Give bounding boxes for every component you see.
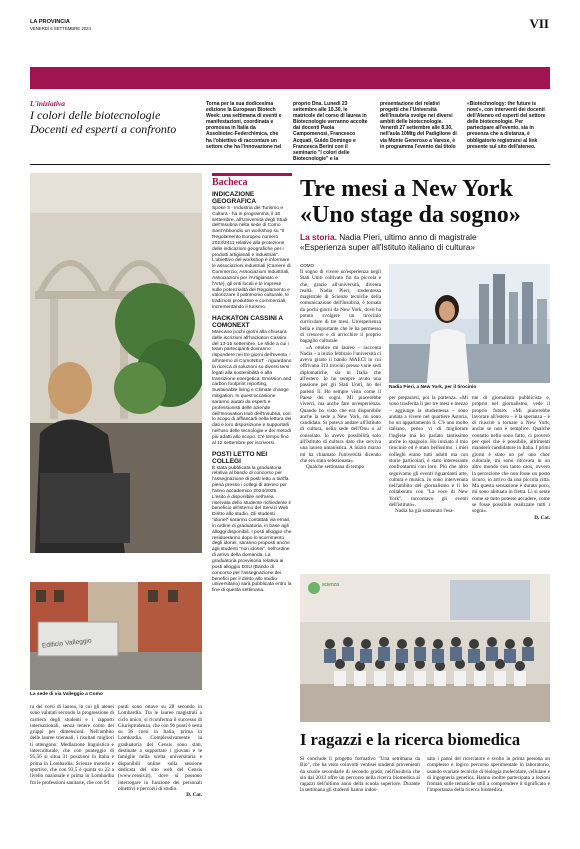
student-photo-caption: Nadia Pieri, a New York, per il tirocinio xyxy=(389,385,477,390)
ny-dateline: COMO xyxy=(300,263,314,268)
bacheca-item xyxy=(212,191,292,311)
bacheca-item-heading: HACKATON CASSINI A COMONEXT xyxy=(212,315,283,330)
student-photo-illustration xyxy=(389,264,550,383)
campus-photo-illustration xyxy=(30,173,202,553)
bacheca-list xyxy=(212,191,292,821)
bacheca-item-text: Mancano pochi giorni alla chiusura delle iscrizioni all'hackaton Cassini del 13-15 settembre. Le sfide a cui i team partecipanti dovranno rispondere nei tre giorni dell'evento - all'interno di ComoNExT - riguardano la ricerca di soluzioni su diversi temi legati alla sostenibilità e alla transizione energetica: Emission and carbon footprint reporting, Sustainable living e Climate change mitigation. In quest'occasione saranno aiutati da esperti e professionisti delle aziende dell'Innovation Hub dell'Insubria, con lo scopo di affiancarli nella lettura dei dati e loro disposizione e supportarli nell'uso delle tecnologie e dei metodi più adatti allo scopo. C'è tempo fino al 12 settembre per iscriversi. xyxy=(212,329,292,446)
bacheca-item xyxy=(212,451,292,594)
ny-col2-para1: per prepararsi, poi la partenza. «Mi sono trasferita lì per tre mesi e mezzo – aggiunge la studentessa – sono andata a vivere nel quartiere Astoria, ho un appartamento lì. C'è uno molto italiano, penso vi di migliorare l'inglese ma ho parlato tantissimo anche lo spagnolo. Ho iniziato il mio tirocinio ed è stato bellissimo: i miei colleghi erano tutti adulti ma con storie particolari, è stato interessante confrontarmi con loro. Più che altro seguivamo gli eventi riguardanti arte, cultura e musica. Io sono intervenuta nell'ambito del giornalismo e lì ho collaborato con "La voce di New York", raccontavo gli eventi dell'istituto». xyxy=(389,395,468,509)
bio-col1 xyxy=(300,756,420,821)
divider xyxy=(30,164,550,165)
left-article-signature: D. Cat. xyxy=(186,792,202,799)
ny-col1-para2: «A ottobre mi laureo – racconta Nadia – a inizio febbraio l'università ci aveva girato il bando MAECI in cui offrivano 313 tirocini presso varie sedi diplomatiche, sia in Italia che all'estero. Io ho sempre avuto una passione per gli Stati Uniti, ho dei parenti lì. Ho sempre visto come il Paese dei sogni. Mi piacerebbe viverci, ma anche fare un'esperienza. Quando ho visto che era disponibile anche la sede a New York, mi sono candidata. Si poteva andare all'Istituto di cultura, nella sede dell'Onu o al consolato. Io avevo possibilità solo all'Istituto di cultura dato che serviva una laurea umanistica. A inizio marzo mi ha chiamato l'università dicendo che ero stata selezionata». xyxy=(300,344,381,464)
bacheca-item-text: È stata pubblicata la graduatoria relativa al bando di concorso per l'assegnazione di posti letto a tariffa piena presso i collegi di ateneo per l'anno accademico 2024/2025. L'esito è disponibile nell'area riservata dello studente richiedente il beneficio all'interno del Servizi Web Diritto allo studio. Gli studenti "idonei" saranno contattati via email, in ordine di graduatoria, in base agli alloggi disponibili. I posti alloggio che residueranno dopo lo scorrimento degli idonei, saranno proposti anche agli studenti "non idonei", nell'ordine di arrivo della domanda. La graduatoria provvisoria relativa ai posti alloggio DSU (Bando di concorso per l'assegnazione dei benefici per il diritto allo studio universitario) sarà pubblicata entro la fine di questa settimana. xyxy=(212,465,292,594)
students-group-illustration xyxy=(300,574,550,722)
bacheca-item xyxy=(212,315,292,447)
bacheca-bar xyxy=(212,173,292,176)
initiative-title-line2: Docenti ed esperti a confronto xyxy=(30,121,177,136)
students-group-photo xyxy=(300,574,550,722)
ny-subhead xyxy=(300,232,550,252)
scienza-logo: scienza xyxy=(322,582,339,588)
initiative-col2: proprio Dna. Lunedì 23 settembre alle 10.30, le matricole del corso di laurea in Biotecnologie verranno accolte dai docenti Paola Campomenosi, Francesco Acquati, Guido Domingo e Francesca Berini con il seminario "I colori delle Biotecnologie" e la xyxy=(293,101,368,162)
ny-col2-para2: Nadia ha già sostenuto l'esa- xyxy=(395,508,455,515)
initiative-col4: «Biotechnology: the future is now!», con interventi dei docenti dell'Ateneo ed esperti del settore delle biotecnologie. Per partecipare all'evento, sia in presenza che a distanza, è obbligatorio registrarsi al link presente sul sito dell'ateneo. xyxy=(467,101,546,150)
bacheca-item-text: Spoke 3 - Industria del Turismo e Cultura - ha in programma, il 16 settembre, all'Università degli Studi dell'Insubria nella sede di Como Sant'Abbondio un workshop su "Il Regolamento Europeo numero 2023/2411 relativo alla protezione delle indicazioni geografiche per i prodotti artigianali e industriali". L'obiettivo del workshop è informare le associazioni industriali (Camere di Commercio, Associazioni Industriali, Associazioni per l'Artigianato e l'Arte), gli enti locali e le imprese sulle potenzialità del Regolamento e valorizzare il patrimonio culturale, le tradizioni produttive e commerciali, incrementando il turismo. xyxy=(212,205,291,311)
student-photo xyxy=(389,264,550,383)
campus-photo-caption: La sede di via Valleggio a Como xyxy=(30,692,103,697)
ny-col1 xyxy=(300,269,381,549)
ny-kicker: La storia. xyxy=(300,232,337,242)
bio-col2 xyxy=(427,756,550,821)
ny-headline-line1: Tre mesi a New York xyxy=(300,176,513,202)
ny-col3 xyxy=(472,395,550,557)
initiative-title xyxy=(30,109,210,136)
left-article-para1: ra dei corsi di laurea, in cui gli atenei sono valutati secondo la progressione di carriera degli studenti e i rapporti internazionali, senza tenere conto dei gruppi per dimensioni. Nell'ambito delle lauree triennali, i risultati migliori li ottengono: Mediazione linguistica e interculturale, che con punteggio di 95,56 si situa 31 posizioni in Italia e prima in Lombardia; Scienze motorie e sportive, che con 93,5 è quinta su 22 a livello nazionale e prima in Lombardia fra le professioni sanitarie, che con 94 xyxy=(30,704,114,786)
header-band xyxy=(30,67,550,89)
ny-col2 xyxy=(389,395,468,555)
initiative-title-line1: I colori delle biotecnologie xyxy=(30,108,161,122)
via-valleggio-illustration xyxy=(30,582,202,690)
ny-signature: D. Cat. xyxy=(534,514,550,521)
bacheca-item-heading: INDICAZIONE GEOGRAFICA xyxy=(212,191,257,206)
ny-headline xyxy=(300,176,550,228)
bio-col2-text: sato i panni del ricercatore e svolto in prima persona un complesso e logico percorso sperimentale in laboratorio, usando svariate tecniche di biologia molecolare, cellulare e di ingegneria genetica. Hanno inoltre partecipato a lezioni frontali sulle tematiche utili a comprendere il significato e l'importanza della ricerca biomedica. xyxy=(427,756,550,794)
initiative-col3: presentazione dei relativi progetti che l'Università dell'Insubria svolge nei diversi ambiti delle biotecnologie. Venerdì 27 settembre alle 8.30, nell'aula 10Mtg del Padiglione di via Monte Generoso a Varese, è in programma l'evento dal titolo xyxy=(380,101,457,150)
left-article-col2 xyxy=(118,704,202,822)
building-sign: Edificio Valleggio xyxy=(41,637,92,650)
initiative-col1: Torna per la sua dodicesima edizione la European Biotech Week: una settimana di eventi e manifestazioni, coordinata e promossa in Italia da Assobiotec-Federchimica, che ha l'obiettivo di raccontare un settore che ha l'innovazione nel xyxy=(206,101,282,150)
bio-col1-text: Si conclude il progetto formativo "Una settimana da Bio", che ha visto coinvolti ventisei studenti provenienti da scuole secondarie di secondo grado, nell'Insubria che sin dal 2013 offre un percorso nella ricerca biomedica ai ragazzi dell'ultimo anno della scuola superiore. Durante la settimana gli studenti hanno indos- xyxy=(300,756,420,794)
ny-subhead-line1: Nadia Pieri, ultimo anno di magistrale xyxy=(339,232,477,242)
page-number: VII xyxy=(529,16,549,31)
initiative-kicker: L'iniziativa xyxy=(30,99,66,108)
issue-date: VENERDÌ 6 SETTEMBRE 2024 xyxy=(30,26,91,31)
ny-headline-line2: «Uno stage da sogno» xyxy=(300,202,521,228)
campus-photo xyxy=(30,173,202,553)
left-article-col1 xyxy=(30,704,114,822)
ny-col1-para1: Il sogno di vivere un'esperienza negli Stati Uniti coltivato fin da piccola e che, grazie all'università, diventa realtà. Nadia Pieri, studentessa magistrale di Scienze tecniche della comunicazione dell'Insubria, è tornata da pochi giorni da New York, dove ha potuto svolgere un tirocinio curriculare di tre mesi. Un'esperienza bella e importante che le ha permesso di crescere e di arricchire il proprio bagaglio culturale. xyxy=(300,269,381,345)
bacheca-item-heading: POSTI LETTO NEI COLLEGI xyxy=(212,450,268,466)
ny-col3-para1: me di giornalista pubblicista e, proprio nel giornalismo, vede il proprio futuro. «Mi piacerebbe lavorare all'estero – è la speranza – è di riuscire a tornare a New York, anche se non è semplice. Qualche contatto nello sono fatto, ci proverò per quel che è possibile, altrimenti manderò candidature in Italia. I primi giorni è stato un po' uno choc culturale, mi sono ritrovata in un altro mondo con tanto caos, ovvero la percezione che non fosse un posto sicuro, io arrivo da una piccola città. Ma questa sensazione è durata poco, mi sono abituata in fretta. Lì si sente come se tutto potesse accadere, come se fosse possibile realizzare tutti i sogni». xyxy=(472,395,550,515)
via-valleggio-photo xyxy=(30,582,202,690)
bacheca-title: Bacheca xyxy=(212,177,248,188)
bio-headline: I ragazzi e la ricerca biomedica xyxy=(300,730,521,749)
ny-subhead-line2: «Esperienza super all'Istituto italiano di cultura» xyxy=(300,242,475,252)
ny-col1-para3: Qualche settimana di tempo xyxy=(306,464,365,471)
newspaper-name: LA PROVINCIA xyxy=(30,19,70,25)
left-article-para2: punti sono ottave su 28 secondo in Lombardia. Tra le lauree magistrali a ciclo unico, si riconferma il successo di Giurisprudenza, che con 96 punti è sesta su 36 corsi in Italia, prima in Lombardia. Complessivamente la graduatoria del Censis sono stati, destinate a supportare i giovani e le famiglie nella scelta universitaria e disponibili online sulla sessione dedicata del sito web del Censis (www.censis.it), dove si possono interrogare in funzione dei personali obiettivi e percorsi di studio. xyxy=(118,704,202,792)
